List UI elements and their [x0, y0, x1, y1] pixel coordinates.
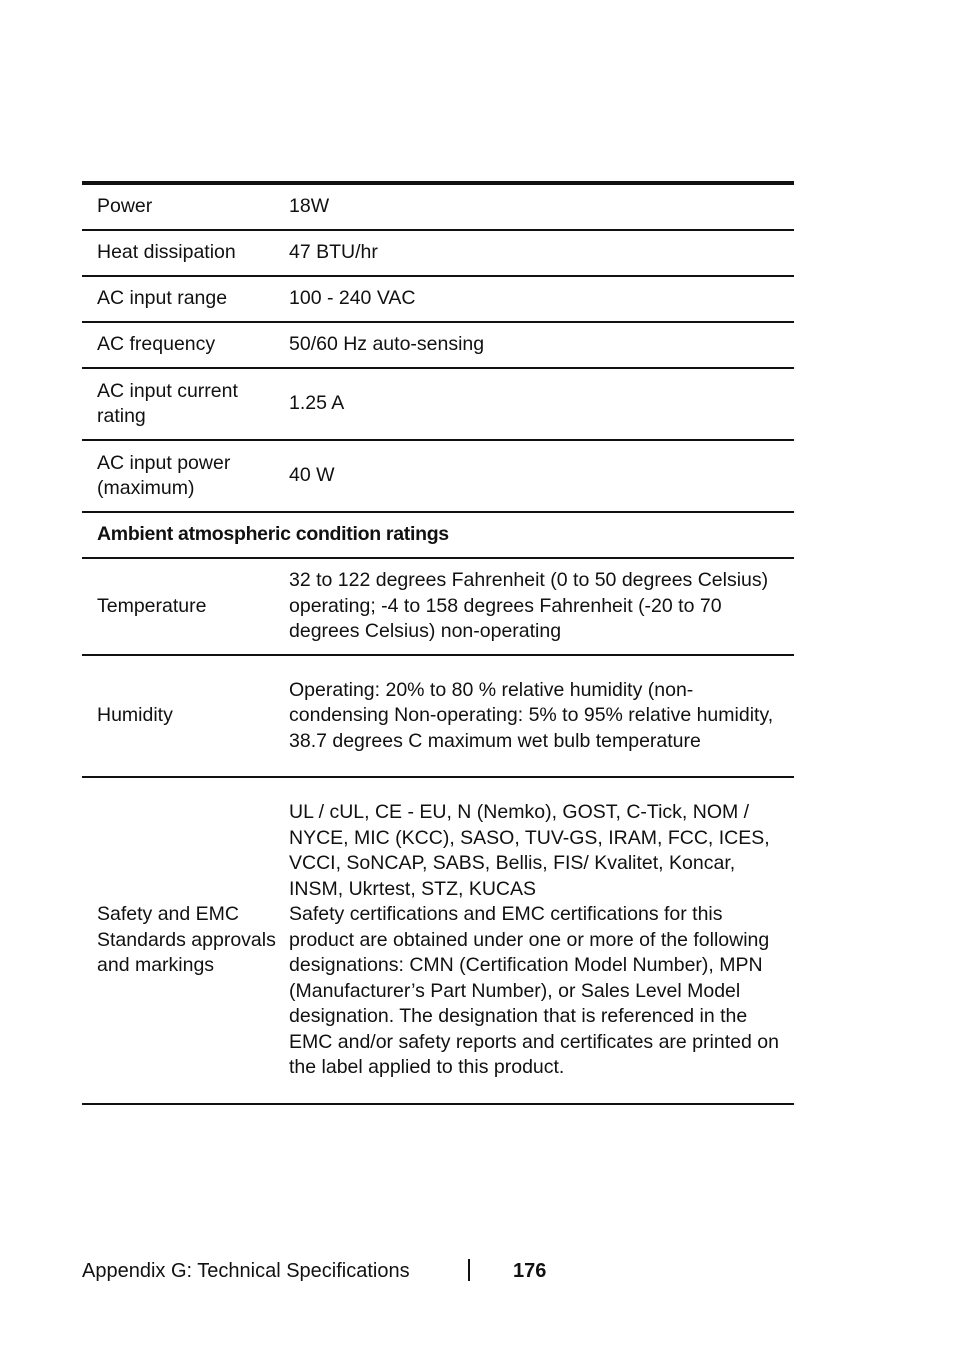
- technical-specifications-table: [82, 181, 794, 1105]
- certification-note: Safety certifications and EMC certifications for this product are obtained under one or more of the following designations: CMN (Certification Model Number), MPN (Manufacturer’s Part Number), or Sales Level Model designation. The designation that is referenced in the EMC and/or safety reports and certificates are printed on the label applied to this product.: [289, 903, 779, 1079]
- row-value: 18W: [289, 183, 794, 230]
- row-value: 50/60 Hz auto-sensing: [289, 322, 794, 368]
- row-value: Operating: 20% to 80 % relative humidity (non-condensing Non-operating: 5% to 95% relative humidity, 38.7 degrees C maximum wet bulb temperature: [289, 655, 794, 777]
- row-value: 40 W: [289, 440, 794, 512]
- row-label: AC input range: [82, 276, 289, 322]
- table-row: [82, 777, 794, 1104]
- table-row: [82, 368, 794, 440]
- row-label: Power: [82, 183, 289, 230]
- row-label: Humidity: [82, 655, 289, 777]
- row-value: 47 BTU/hr: [289, 230, 794, 276]
- row-value: 1.25 A: [289, 368, 794, 440]
- table-row: [82, 440, 794, 512]
- section-heading-row: [82, 512, 794, 558]
- row-label: AC input power (maximum): [82, 440, 289, 512]
- footer-divider: [468, 1259, 470, 1281]
- row-label: Heat dissipation: [82, 230, 289, 276]
- row-value: [289, 777, 794, 1104]
- table-row: [82, 183, 794, 230]
- certification-marks: UL / cUL, CE - EU, N (Nemko), GOST, C-Tick, NOM / NYCE, MIC (KCC), SASO, TUV-GS, IRAM, FCC, ICES, VCCI, SoNCAP, SABS, Bellis, FIS/ Kvalitet, Koncar, INSM, Ukrtest, STZ, KUCAS: [289, 801, 770, 900]
- page-footer: [82, 1257, 782, 1285]
- row-label: Temperature: [82, 558, 289, 655]
- table-row: [82, 230, 794, 276]
- table-row: [82, 276, 794, 322]
- row-label: Safety and EMC Standards approvals and markings: [82, 777, 289, 1104]
- page-number: 176: [513, 1260, 547, 1282]
- table-row: [82, 558, 794, 655]
- row-value: 32 to 122 degrees Fahrenheit (0 to 50 degrees Celsius) operating; -4 to 158 degrees Fahrenheit (-20 to 70 degrees Celsius) non-operating: [289, 558, 794, 655]
- footer-title: Appendix G: Technical Specifications: [82, 1260, 410, 1282]
- row-value: 100 - 240 VAC: [289, 276, 794, 322]
- row-label: AC frequency: [82, 322, 289, 368]
- table-row: [82, 655, 794, 777]
- table-row: [82, 322, 794, 368]
- section-heading: Ambient atmospheric condition ratings: [82, 512, 794, 558]
- row-label: AC input current rating: [82, 368, 289, 440]
